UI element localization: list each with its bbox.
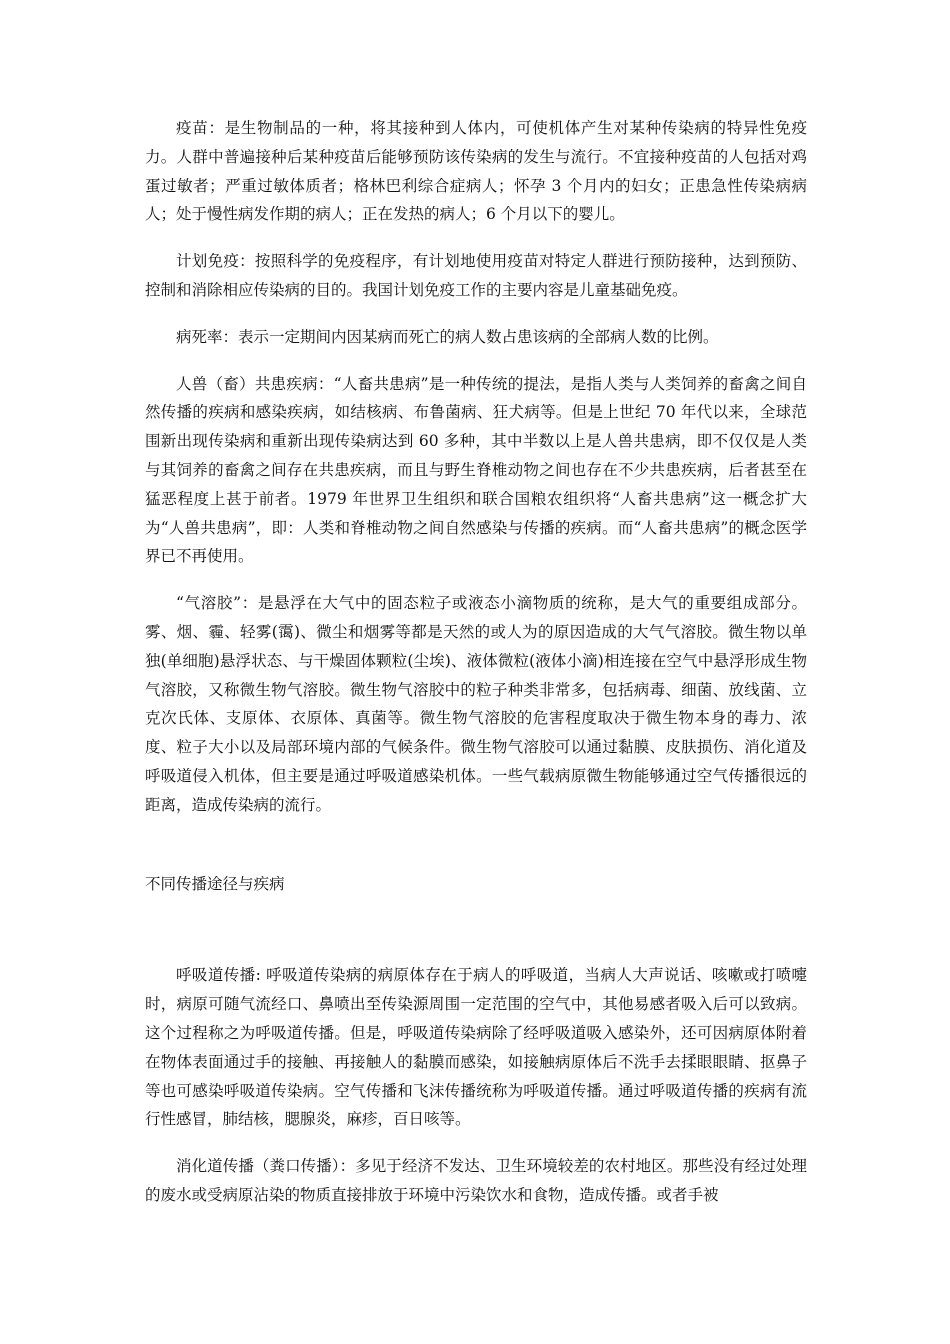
section-heading: 不同传播途径与疾病 (145, 874, 285, 893)
paragraph-digestive: 消化道传播（粪口传播）：多见于经济不发达、卫生环境较差的农村地区。那些没有经过处理的废水或受病原沾染的物质直接排放于环境中污染饮水和食物，造成传播。或者手被 (145, 1157, 807, 1204)
paragraph-aerosol: “气溶胶”：是悬浮在大气中的固态粒子或液态小滴物质的统称，是大气的重要组成部分。雾、烟、霾、轻雾(霭)、微尘和烟雾等都是天然的或人为的原因造成的大气气溶胶。微生物以单独(单细胞)悬浮状态、与干燥固体颗粒(尘埃)、液体微粒(液体小滴)相连接在空气中悬浮形成生物气溶胶，又称微生物气溶胶。微生物气溶胶中的粒子种类非常多，包括病毒、细菌、放线菌、立克次氏体、支原体、衣原体、真菌等。微生物气溶胶的危害程度取决于微生物本身的毒力、浓度、粒子大小以及局部环境内部的气候条件。微生物气溶胶可以通过黏膜、皮肤损伤、消化道及呼吸道侵入机体，但主要是通过呼吸道感染机体。一些气载病原微生物能够通过空气传播很远的距离，造成传染病的流行。 (145, 594, 807, 814)
document-page (145, 114, 807, 1228)
paragraph-vaccine: 疫苗：是生物制品的一种，将其接种到人体内，可使机体产生对某种传染病的特异性免疫力。人群中普遍接种后某种疫苗后能够预防该传染病的发生与流行。不宜接种疫苗的人包括对鸡蛋过敏者；严重过敏体质者；格林巴利综合症病人；怀孕 3 个月内的妇女；正患急性传染病病人；处于慢性病发作期的病人；正在发热的病人；6 个月以下的婴儿。 (145, 119, 807, 224)
paragraph-planned-immunization: 计划免疫：按照科学的免疫程序，有计划地使用疫苗对特定人群进行预防接种，达到预防、控制和消除相应传染病的目的。我国计划免疫工作的主要内容是儿童基础免疫。 (145, 252, 807, 299)
paragraph-respiratory: 呼吸道传播: 呼吸道传染病的病原体存在于病人的呼吸道，当病人大声说话、咳嗽或打喷嚏时，病原可随气流经口、鼻喷出至传染源周围一定范围的空气中，其他易感者吸入后可以致病。这个过程称之为呼吸道传播。但是，呼吸道传染病除了经呼吸道吸入感染外，还可因病原体附着在物体表面通过手的接触、再接触人的黏膜而感染，如接触病原体后不洗手去揉眼眼睛、抠鼻子等也可感染呼吸道传染病。空气传播和飞沫传播统称为呼吸道传播。通过呼吸道传播的疾病有流行性感冒，肺结核，腮腺炎，麻疹，百日咳等。 (145, 966, 807, 1129)
paragraph-zoonosis: 人兽（畜）共患疾病：“人畜共患病”是一种传统的提法，是指人类与人类饲养的畜禽之间自然传播的疾病和感染疾病，如结核病、布鲁菌病、狂犬病等。但是上世纪 70 年代以来，全球范围新出现传染病和重新出现传染病达到 60 多种，其中半数以上是人兽共患病，即不仅仅是人类与其饲养的畜禽之间存在共患疾病，而且与野生脊椎动物之间也存在不少共患疾病，后者甚至在猛恶程度上甚于前者。1979 年世界卫生组织和联合国粮农组织将“人畜共患病”这一概念扩大为“人兽共患病”，即：人类和脊椎动物之间自然感染与传播的疾病。而“人畜共患病”的概念医学界已不再使用。 (145, 374, 807, 566)
paragraph-fatality-rate: 病死率：表示一定期间内因某病而死亡的病人数占患该病的全部病人数的比例。 (176, 327, 719, 346)
